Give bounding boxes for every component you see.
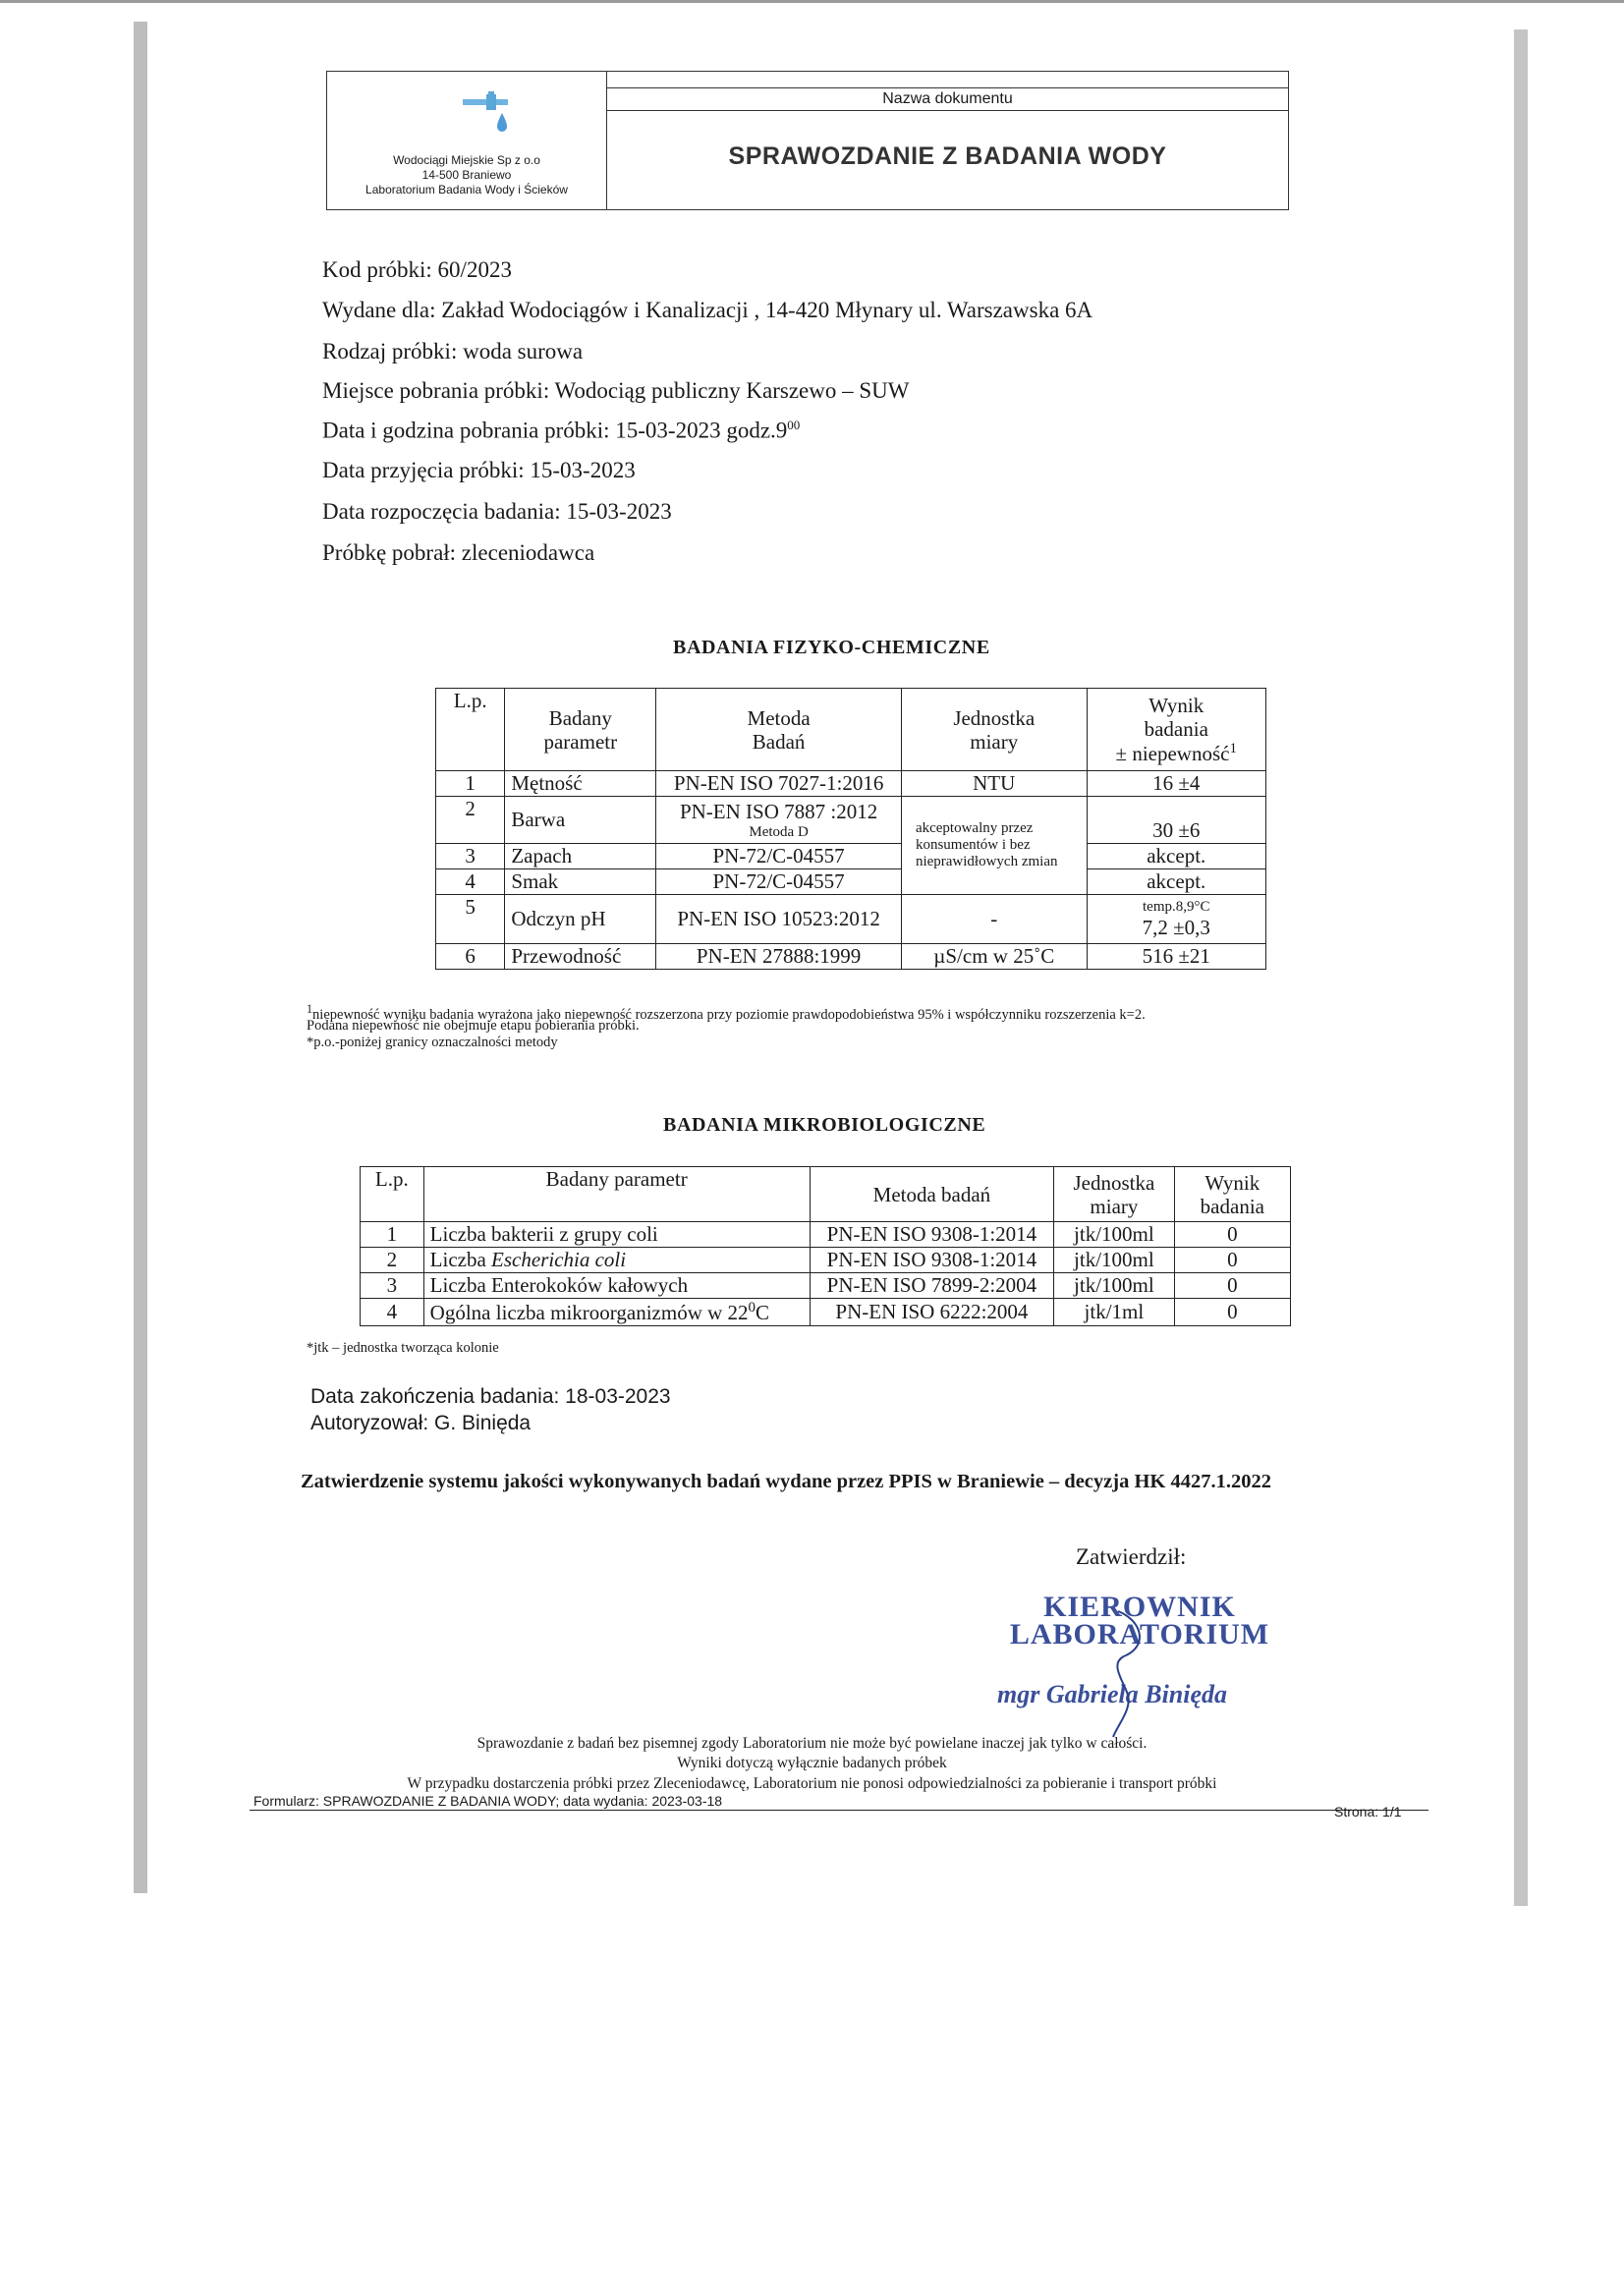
stamp-line2: LABORATORIUM xyxy=(1009,1618,1270,1651)
sampling-time-minutes: 00 xyxy=(787,418,801,432)
footer-rule xyxy=(250,1810,1428,1811)
row-param: Przewodność xyxy=(505,944,656,970)
table-row xyxy=(436,869,1266,895)
row-method xyxy=(656,797,902,844)
col-unit-line2: miary xyxy=(1090,1194,1139,1218)
row-param: Odczyn pH xyxy=(505,895,656,944)
stamp-line1: KIEROWNIK xyxy=(1043,1591,1236,1623)
sampling-place: Miejsce pobrania próbki: Wodociąg publiczny Karszewo – SUW xyxy=(322,378,910,403)
row-unit: jtk/100ml xyxy=(1054,1273,1175,1299)
col-result-line1: Wynik xyxy=(1204,1170,1260,1195)
note-transport: W przypadku dostarczenia próbki przez Zleceniodawcę, Laboratorium nie ponosi odpowiedzialności za pobieranie i transport próbki xyxy=(407,1775,1217,1792)
receipt-date: Data przyjęcia próbki: 15-03-2023 xyxy=(322,458,636,482)
micro-table xyxy=(360,1166,1291,1326)
table-row xyxy=(361,1273,1291,1299)
row-result: akcept. xyxy=(1087,869,1265,895)
col-unit xyxy=(1054,1167,1175,1222)
row-method: PN-72/C-04557 xyxy=(656,844,902,869)
table-row xyxy=(361,1299,1291,1326)
row-method-note: Metoda D xyxy=(749,823,809,840)
sample-type: Rodzaj próbki: woda surowa xyxy=(322,339,584,364)
doc-name-block xyxy=(607,72,1288,209)
row-param: Barwa xyxy=(505,797,656,844)
row-param-text: Ogólna liczba mikroorganizmów w 22 xyxy=(429,1300,749,1324)
table-row xyxy=(436,844,1266,869)
org-lab: Laboratorium Badania Wody i Ścieków xyxy=(365,183,568,196)
start-date: Data rozpoczęcia badania: 15-03-2023 xyxy=(322,499,672,524)
row-method: PN-72/C-04557 xyxy=(656,869,902,895)
table-row xyxy=(436,797,1266,844)
col-result-line3 xyxy=(1093,741,1260,765)
col-method-line2: Badań xyxy=(752,729,806,754)
row-param: Smak xyxy=(505,869,656,895)
row-lp: 6 xyxy=(436,944,505,970)
row-param: Mętność xyxy=(505,771,656,797)
footer-form: Formularz: SPRAWOZDANIE Z BADANIA WODY; data wydania: 2023-03-18 xyxy=(253,1793,723,1809)
row-method: PN-EN ISO 9308-1:2014 xyxy=(810,1248,1053,1273)
signature-scribble xyxy=(1089,1601,1157,1739)
approved-by-label: Zatwierdził: xyxy=(1076,1544,1187,1569)
row-result: akcept. xyxy=(1087,844,1265,869)
row-result: 0 xyxy=(1174,1273,1290,1299)
row-lp: 1 xyxy=(436,771,505,797)
table-header-row xyxy=(436,689,1266,771)
row-lp: 5 xyxy=(436,895,505,944)
row-lp: 4 xyxy=(436,869,505,895)
row-param xyxy=(423,1248,810,1273)
row-result: 0 xyxy=(1174,1248,1290,1273)
col-result-line2: badania xyxy=(1144,717,1208,741)
row-param: Liczba bakterii z grupy coli xyxy=(423,1222,810,1248)
row-param: Liczba Enterokoków kałowych xyxy=(423,1273,810,1299)
sampling-datetime xyxy=(322,418,800,444)
row-unit: jtk/100ml xyxy=(1054,1222,1175,1248)
note-copy-restriction: Sprawozdanie z badań bez pisemnej zgody Laboratorium nie może być powielane inaczej jak tylko w całości. xyxy=(476,1735,1148,1752)
micro-footnote: *jtk – jednostka tworząca kolonie xyxy=(307,1340,499,1356)
row-method-text: PN-EN ISO 7887 :2012 xyxy=(679,799,878,823)
col-result-line3-text: ± niepewność xyxy=(1115,742,1230,765)
row-method: PN-EN ISO 9308-1:2014 xyxy=(810,1222,1053,1248)
col-result-line2: badania xyxy=(1200,1194,1264,1218)
row-result: 16 ±4 xyxy=(1087,771,1265,797)
row-lp: 2 xyxy=(436,797,505,844)
row-result-note: temp.8,9°C xyxy=(1143,898,1210,915)
col-param xyxy=(505,689,656,771)
scan-right-edge xyxy=(1514,29,1528,1906)
physchem-table xyxy=(435,688,1266,970)
quality-approval: Zatwierdzenie systemu jakości wykonywanych badań wydane przez PPIS w Braniewie – decyzja HK 4427.1.2022 xyxy=(301,1471,1271,1492)
water-tap-icon xyxy=(463,91,522,140)
table-row xyxy=(436,895,1266,944)
row-result: 0 xyxy=(1174,1222,1290,1248)
col-result-line3-sup: 1 xyxy=(1229,741,1237,756)
note-results-scope: Wyniki dotyczą wyłącznie badanych próbek xyxy=(677,1755,947,1771)
col-unit-line2: miary xyxy=(970,729,1019,754)
col-param: Badany parametr xyxy=(423,1167,810,1222)
col-method xyxy=(656,689,902,771)
row-method: PN-EN ISO 10523:2012 xyxy=(656,895,902,944)
row-method: PN-EN ISO 6222:2004 xyxy=(810,1299,1053,1326)
physchem-footnote-2: Podana niepewność nie obejmuje etapu pobierania próbki. xyxy=(307,1018,640,1034)
row-unit: jtk/1ml xyxy=(1054,1299,1175,1326)
col-method: Metoda badań xyxy=(810,1167,1053,1222)
col-lp: L.p. xyxy=(436,689,505,771)
physchem-footnote-3: *p.o.-poniżej granicy oznaczalności metody xyxy=(307,1035,558,1050)
row-result: 0 xyxy=(1174,1299,1290,1326)
lab-logo-block xyxy=(327,72,607,209)
col-unit-line1: Jednostka xyxy=(1073,1170,1155,1195)
col-result xyxy=(1174,1167,1290,1222)
document-header xyxy=(326,71,1289,210)
row-lp: 3 xyxy=(436,844,505,869)
physchem-title: BADANIA FIZYKO-CHEMICZNE xyxy=(673,637,990,658)
row-method: PN-EN ISO 7027-1:2016 xyxy=(656,771,902,797)
table-header-row xyxy=(361,1167,1291,1222)
row-method: PN-EN ISO 7899-2:2004 xyxy=(810,1273,1053,1299)
col-result xyxy=(1087,689,1265,771)
scan-left-edge xyxy=(134,22,147,1893)
sample-code: Kod próbki: 60/2023 xyxy=(322,257,512,282)
signature: mgr Gabriela Binięda xyxy=(997,1680,1228,1708)
row-param-italic: Escherichia coli xyxy=(491,1248,627,1271)
end-date: Data zakończenia badania: 18-03-2023 xyxy=(310,1385,671,1408)
org-name: Wodociągi Miejskie Sp z o.o xyxy=(393,153,540,167)
row-lp: 4 xyxy=(361,1299,424,1326)
row-lp: 2 xyxy=(361,1248,424,1273)
row-param-suffix: C xyxy=(756,1300,770,1324)
row-param-prefix: Liczba xyxy=(429,1248,492,1271)
row-result: 516 ±21 xyxy=(1087,944,1265,970)
row-method: PN-EN 27888:1999 xyxy=(656,944,902,970)
shared-unit-cell: akceptowalny przez konsumentów i bez nieprawidłowych zmian xyxy=(901,797,1087,895)
col-unit-line1: Jednostka xyxy=(953,705,1036,730)
row-unit: jtk/100ml xyxy=(1054,1248,1175,1273)
row-unit: µS/cm w 25˚C xyxy=(901,944,1087,970)
row-result: 30 ±6 xyxy=(1087,797,1265,844)
col-unit xyxy=(901,689,1087,771)
col-method-line1: Metoda xyxy=(747,705,811,730)
sampling-datetime-text: Data i godzina pobrania próbki: 15-03-2023 godz.9 xyxy=(322,418,788,443)
col-param-line2: parametr xyxy=(543,729,618,754)
row-param: Zapach xyxy=(505,844,656,869)
row-param-sup: 0 xyxy=(748,1299,756,1315)
col-param-line1: Badany xyxy=(548,705,612,730)
footnote-marker: 1 xyxy=(307,1002,313,1016)
micro-title: BADANIA MIKROBIOLOGICZNE xyxy=(663,1114,986,1136)
table-row xyxy=(361,1248,1291,1273)
doc-name-label: Nazwa dokumentu xyxy=(607,87,1288,111)
scan-top-edge xyxy=(0,0,1624,3)
row-lp: 1 xyxy=(361,1222,424,1248)
table-row xyxy=(436,944,1266,970)
row-lp: 3 xyxy=(361,1273,424,1299)
col-result-line1: Wynik xyxy=(1148,694,1204,717)
table-row xyxy=(361,1222,1291,1248)
table-row xyxy=(436,771,1266,797)
row-result xyxy=(1087,895,1265,944)
row-param xyxy=(423,1299,810,1326)
authorized-by: Autoryzował: G. Binięda xyxy=(310,1412,532,1434)
doc-title: SPRAWOZDANIE Z BADANIA WODY xyxy=(728,142,1167,170)
org-postal: 14-500 Braniewo xyxy=(421,168,512,182)
col-lp: L.p. xyxy=(361,1167,424,1222)
footnote-text: niepewność wyniku badania wyrażona jako niepewność rozszerzona przy poziomie prawdopodobieństwa 95% i współczynniku rozszerzenia k=2. xyxy=(312,1006,1146,1023)
row-result-value: 7,2 ±0,3 xyxy=(1142,915,1210,939)
sampled-by: Próbkę pobrał: zleceniodawca xyxy=(322,540,595,565)
row-unit: - xyxy=(901,895,1087,944)
issued-for: Wydane dla: Zakład Wodociągów i Kanalizacji , 14-420 Młynary ul. Warszawska 6A xyxy=(322,298,1093,322)
row-unit: NTU xyxy=(901,771,1087,797)
footer-page: Strona: 1/1 xyxy=(1334,1804,1402,1819)
